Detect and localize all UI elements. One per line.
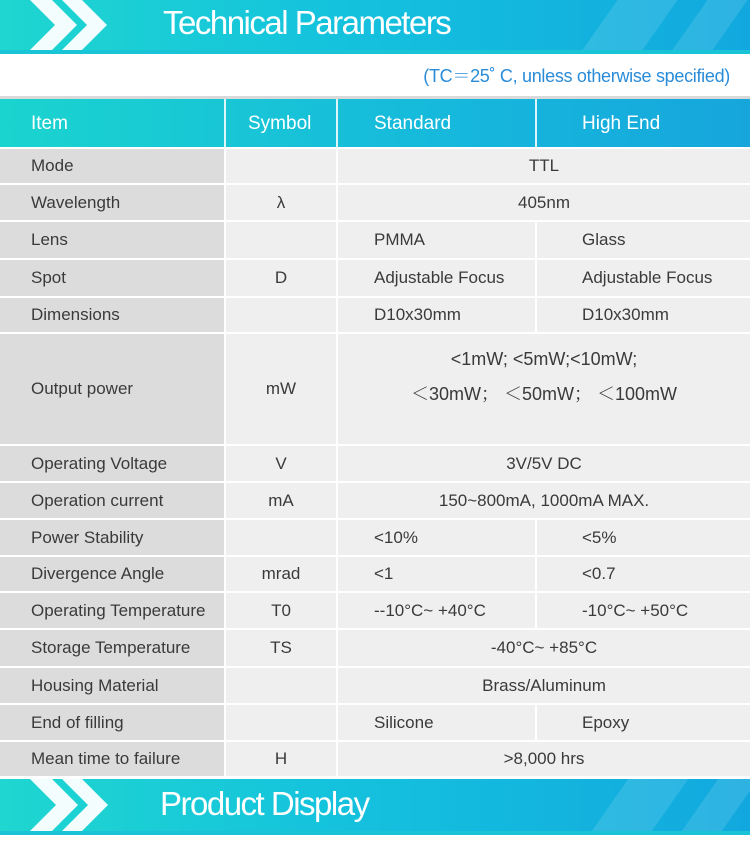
row-value-standard: D10x30mm: [338, 298, 535, 332]
row-symbol: λ: [226, 185, 336, 220]
row-symbol: mrad: [226, 557, 336, 591]
row-symbol: V: [226, 446, 336, 481]
row-value: [338, 334, 750, 444]
table-row: [0, 334, 750, 444]
row-value: 405nm: [338, 185, 750, 220]
table-row: [0, 185, 750, 220]
row-label: Dimensions: [0, 298, 224, 332]
row-label: Output power: [0, 334, 224, 444]
double-chevron-icon: [0, 779, 130, 831]
column-header-standard: Standard: [374, 113, 452, 134]
table-row: [0, 742, 750, 776]
row-symbol: TS: [226, 630, 336, 666]
row-value-high-end: <0.7: [537, 557, 750, 591]
table-row: [0, 298, 750, 332]
row-label: Housing Material: [0, 668, 224, 703]
column-header-high-end: High End: [582, 113, 661, 134]
banner-underline: [0, 831, 750, 835]
banner-stripe: [672, 0, 747, 50]
table-row: [0, 446, 750, 481]
banner-underline: [0, 50, 750, 54]
row-label: Divergence Angle: [0, 557, 224, 591]
banner-stripe: [582, 0, 677, 50]
output-power-line-2: ＜30mW； ＜50mW； ＜100mW: [410, 384, 678, 404]
column-divider: [224, 99, 226, 147]
row-symbol: mA: [226, 483, 336, 518]
table-row: [0, 705, 750, 740]
row-label: Storage Temperature: [0, 630, 224, 666]
row-value: 3V/5V DC: [338, 446, 750, 481]
row-value-high-end: Glass: [537, 222, 750, 258]
row-label: Spot: [0, 260, 224, 296]
row-label: End of filling: [0, 705, 224, 740]
row-value: -40°C~ +85°C: [338, 630, 750, 666]
row-label: Operating Temperature: [0, 593, 224, 628]
row-label: Wavelength: [0, 185, 224, 220]
row-value-standard: Silicone: [338, 705, 535, 740]
column-divider: [336, 99, 338, 147]
row-symbol: D: [226, 260, 336, 296]
row-value-standard: <10%: [338, 520, 535, 555]
table-row: [0, 520, 750, 555]
section-banner-product-display: [0, 779, 750, 831]
table-row: [0, 557, 750, 591]
row-value-standard: Adjustable Focus: [338, 260, 535, 296]
table-row: [0, 149, 750, 183]
row-value: Brass/Aluminum: [338, 668, 750, 703]
row-label: Power Stability: [0, 520, 224, 555]
row-value: >8,000 hrs: [338, 742, 750, 776]
row-value: 150~800mA, 1000mA MAX.: [338, 483, 750, 518]
row-value-standard: --10°C~ +40°C: [338, 593, 535, 628]
table-row: [0, 483, 750, 518]
row-label: Mean time to failure: [0, 742, 224, 776]
row-symbol: H: [226, 742, 336, 776]
double-chevron-icon: [0, 0, 130, 50]
table-row: [0, 260, 750, 296]
row-value-high-end: Adjustable Focus: [537, 260, 750, 296]
row-symbol: [226, 298, 336, 332]
row-label: Operating Voltage: [0, 446, 224, 481]
row-value-high-end: -10°C~ +50°C: [537, 593, 750, 628]
table-header: [0, 99, 750, 147]
table-row: [0, 630, 750, 666]
section-banner-technical-parameters: [0, 0, 750, 50]
row-value-high-end: D10x30mm: [537, 298, 750, 332]
table-row: [0, 222, 750, 258]
output-power-line-1: <1mW; <5mW;<10mW;: [450, 349, 638, 369]
row-label: Operation current: [0, 483, 224, 518]
row-symbol: [226, 222, 336, 258]
row-symbol: [226, 705, 336, 740]
row-symbol: [226, 668, 336, 703]
row-value-high-end: Epoxy: [537, 705, 750, 740]
row-value-high-end: <5%: [537, 520, 750, 555]
table-row: [0, 593, 750, 628]
column-header-symbol: Symbol: [248, 113, 312, 134]
column-header-item: Item: [31, 113, 68, 134]
section-title: Product Display: [160, 785, 369, 822]
row-label: Lens: [0, 222, 224, 258]
table-row: [0, 668, 750, 703]
column-divider: [535, 99, 537, 147]
section-title: Technical Parameters: [163, 4, 451, 41]
row-label: Mode: [0, 149, 224, 183]
row-symbol: [226, 149, 336, 183]
row-value-standard: <1: [338, 557, 535, 591]
row-symbol: T0: [226, 593, 336, 628]
banner-stripe: [592, 779, 688, 831]
row-value: TTL: [338, 149, 750, 183]
row-value-standard: PMMA: [338, 222, 535, 258]
row-symbol: [226, 520, 336, 555]
conditions-note: (TC＝25˚ C, unless otherwise specified): [423, 66, 730, 86]
banner-stripe: [682, 779, 750, 831]
row-symbol: mW: [226, 334, 336, 444]
